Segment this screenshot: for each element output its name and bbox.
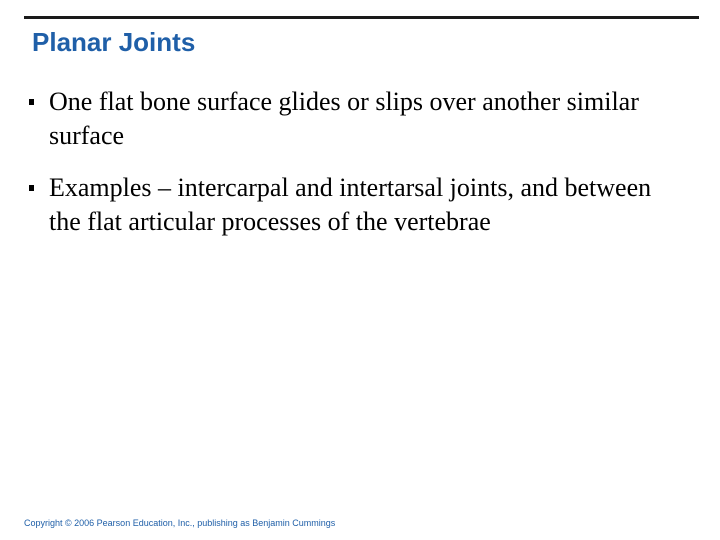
bullet-item	[28, 171, 688, 239]
square-bullet-icon	[29, 185, 34, 191]
square-bullet-icon	[29, 99, 34, 105]
bullet-item	[28, 85, 688, 153]
bullet-list	[28, 85, 688, 257]
title-divider	[24, 16, 699, 19]
bullet-text: Examples – intercarpal and intertarsal joints, and between the flat articular processes of the vertebrae	[49, 173, 652, 236]
copyright-footer: Copyright © 2006 Pearson Education, Inc., publishing as Benjamin Cummings	[24, 518, 336, 528]
slide-title: Planar Joints	[32, 27, 196, 57]
bullet-text: One flat bone surface glides or slips over another similar surface	[49, 87, 639, 150]
